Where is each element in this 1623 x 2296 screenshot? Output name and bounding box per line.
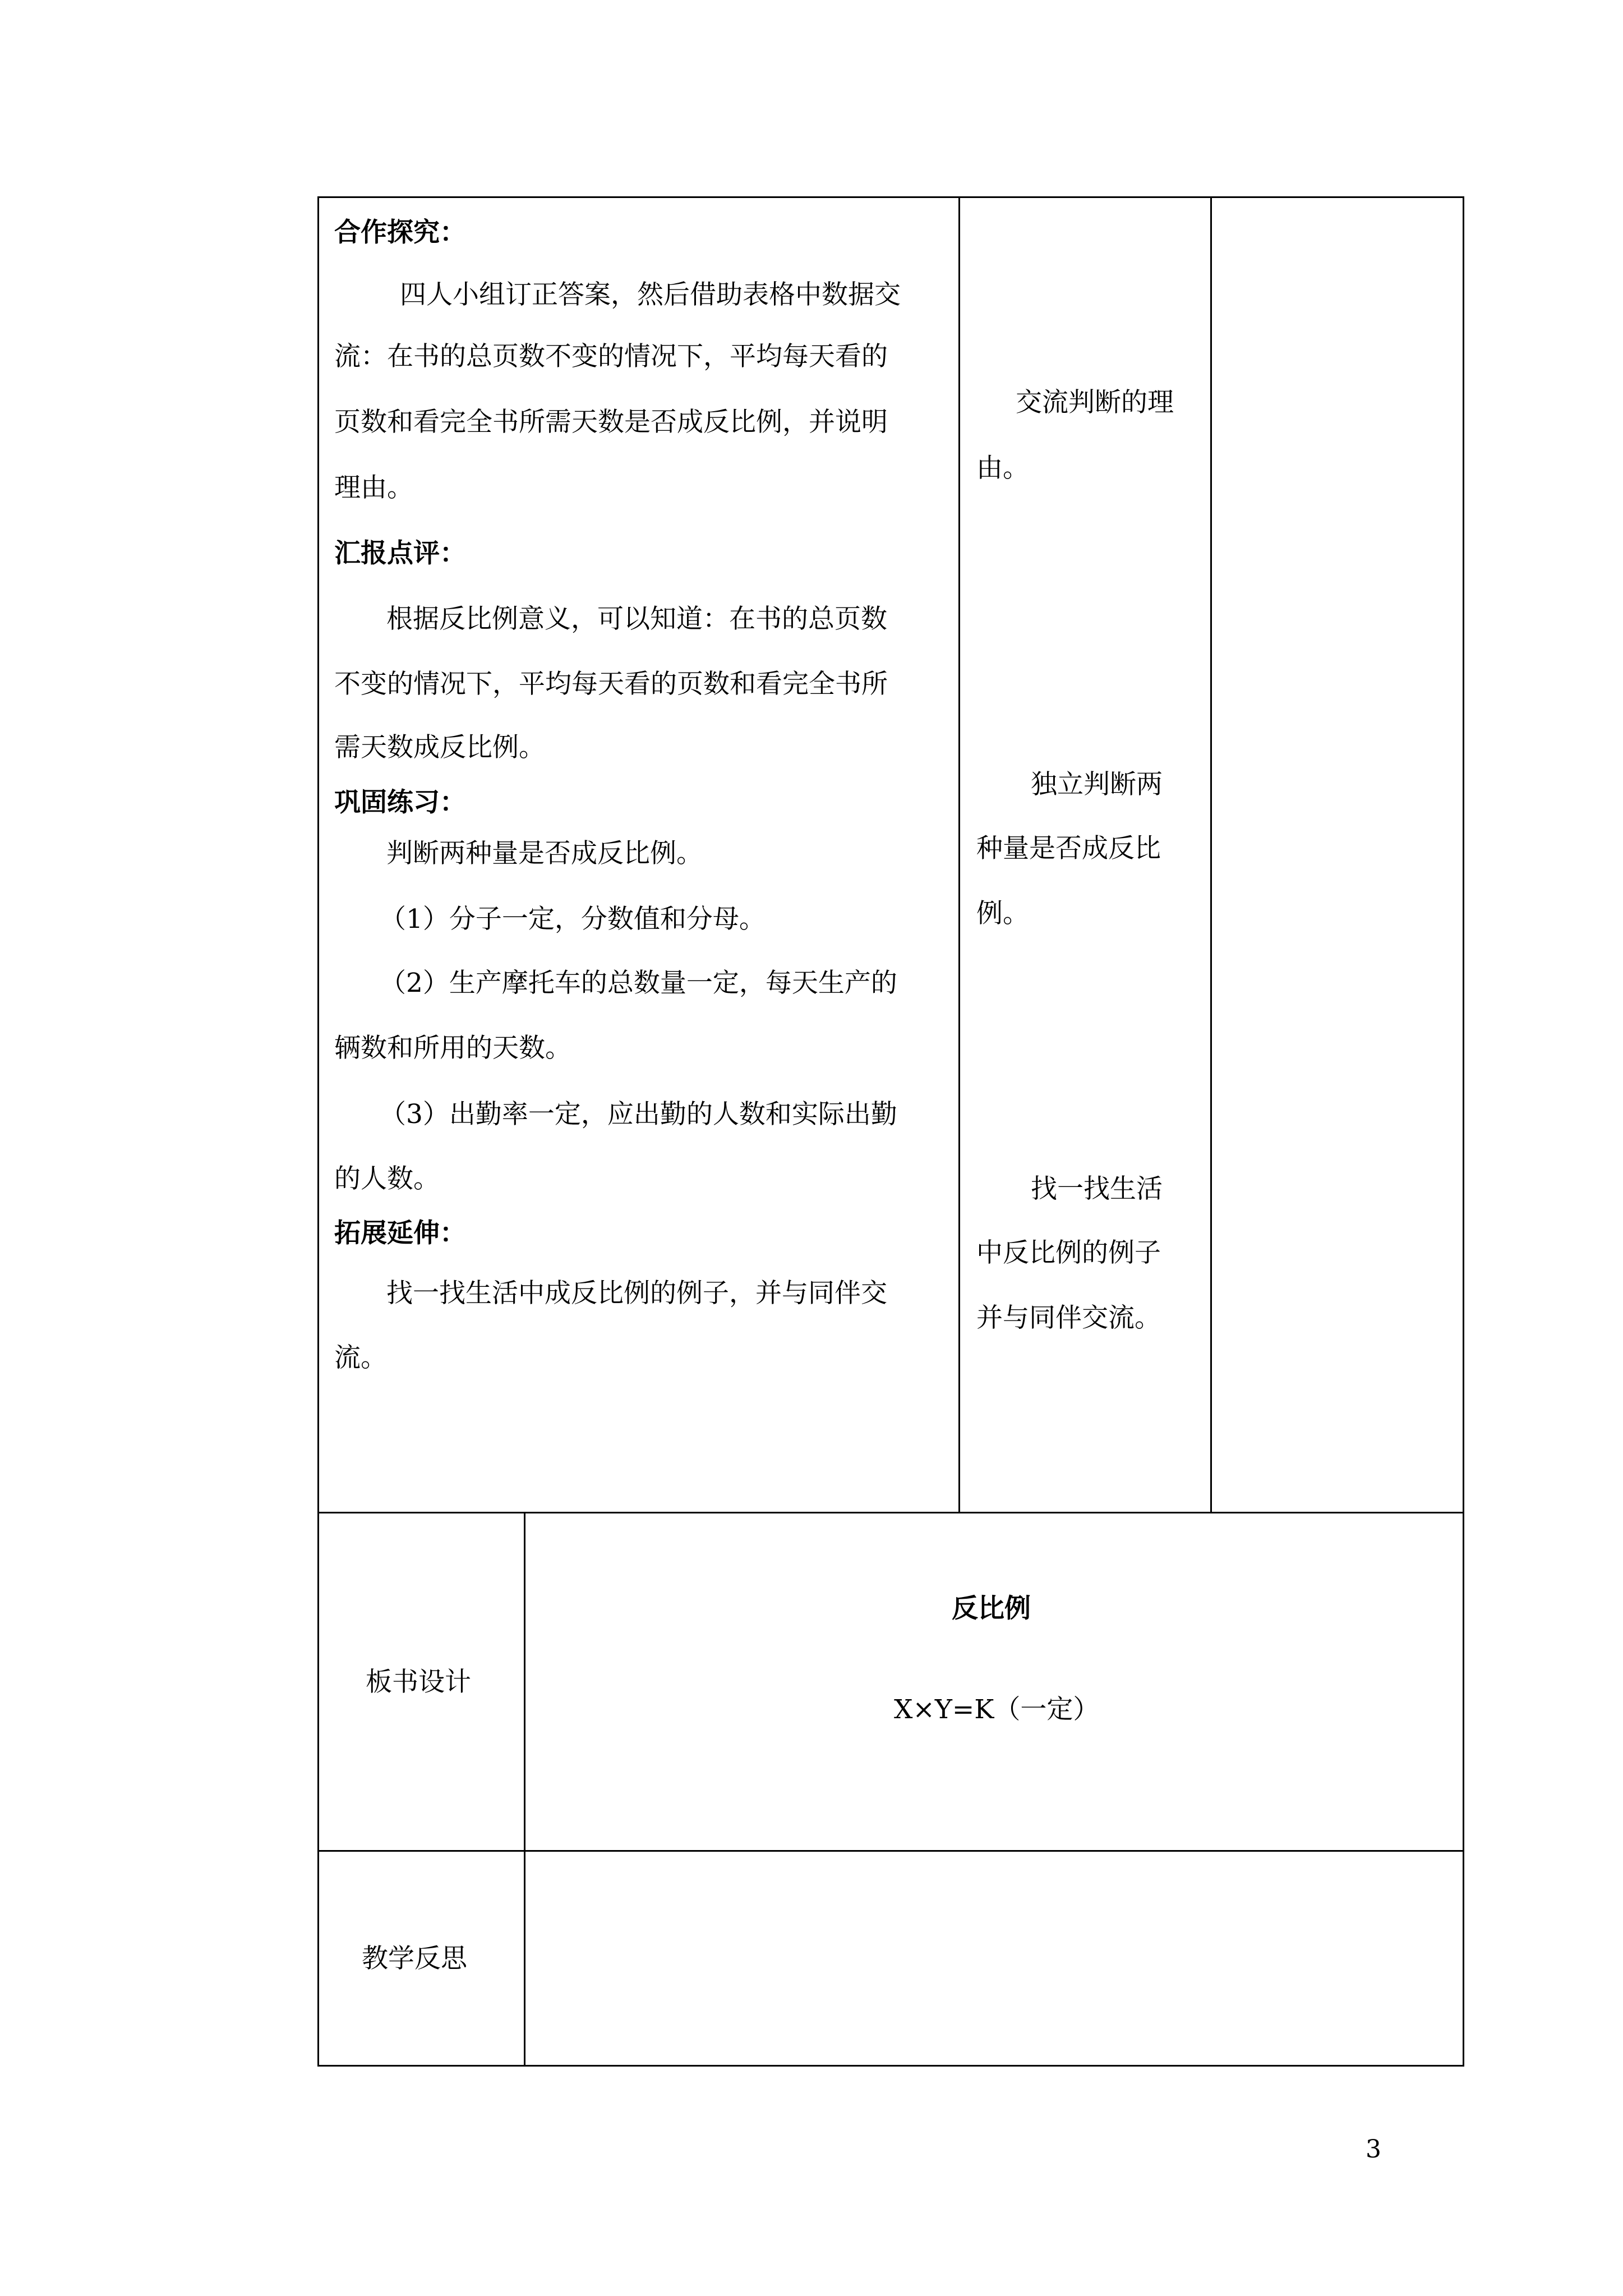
table-border-left [317,196,319,2067]
divider-label-column [524,1512,525,2067]
paragraph-line: 四人小组订正答案，然后借助表格中数据交 [400,279,901,310]
paragraph-line: 流。 [334,1342,387,1373]
paragraph-line: 流：在书的总页数不变的情况下，平均每天看的 [334,341,888,372]
student-note-line: 例。 [976,898,1029,929]
section-heading-cooperative-inquiry: 合作探究： [334,217,466,248]
board-design-formula: X×Y=K（一定） [894,1694,1100,1725]
paragraph-line: 理由。 [334,472,413,503]
practice-item: （2）生产摩托车的总数量一定，每天生产的 [380,968,897,999]
divider-row-1 [317,1512,1464,1513]
board-design-title: 反比例 [952,1593,1031,1624]
paragraph-line: 根据反比例意义，可以知道：在书的总页数 [386,604,887,634]
page-number: 3 [1366,2135,1381,2164]
teaching-reflection-label: 教学反思 [362,1943,467,1974]
practice-item: （1）分子一定，分数值和分母。 [380,904,766,935]
empty-column-cell [1212,198,1463,1512]
student-note-line: 由。 [976,453,1029,484]
student-note-line: 并与同伴交流。 [976,1303,1161,1333]
student-note-line: 独立判断两 [1031,769,1163,800]
student-note-line: 中反比例的例子 [976,1237,1161,1268]
paragraph-line: 不变的情况下，平均每天看的页数和看完全书所 [334,669,888,700]
section-heading-practice: 巩固练习： [334,787,466,818]
practice-item: 辆数和所用的天数。 [334,1033,571,1064]
student-note-line: 交流判断的理 [1016,387,1174,418]
table-border-bottom [317,2065,1464,2067]
practice-intro: 判断两种量是否成反比例。 [386,838,703,869]
section-heading-extension: 拓展延伸： [334,1218,466,1249]
section-heading-report-review: 汇报点评： [334,538,466,569]
board-design-label: 板书设计 [366,1667,471,1697]
table-border-right [1463,196,1464,2067]
divider-row-2 [317,1850,1464,1852]
paragraph-line: 页数和看完全书所需天数是否成反比例，并说明 [334,407,888,438]
paragraph-line: 需天数成反比例。 [334,732,545,763]
practice-item: 的人数。 [334,1163,440,1194]
practice-item: （3）出勤率一定，应出勤的人数和实际出勤 [380,1099,897,1130]
student-note-line: 种量是否成反比 [976,833,1161,864]
divider-main-student [958,196,960,1513]
student-note-line: 找一找生活 [1031,1174,1163,1204]
paragraph-line: 找一找生活中成反比例的例子，并与同伴交 [386,1278,887,1309]
